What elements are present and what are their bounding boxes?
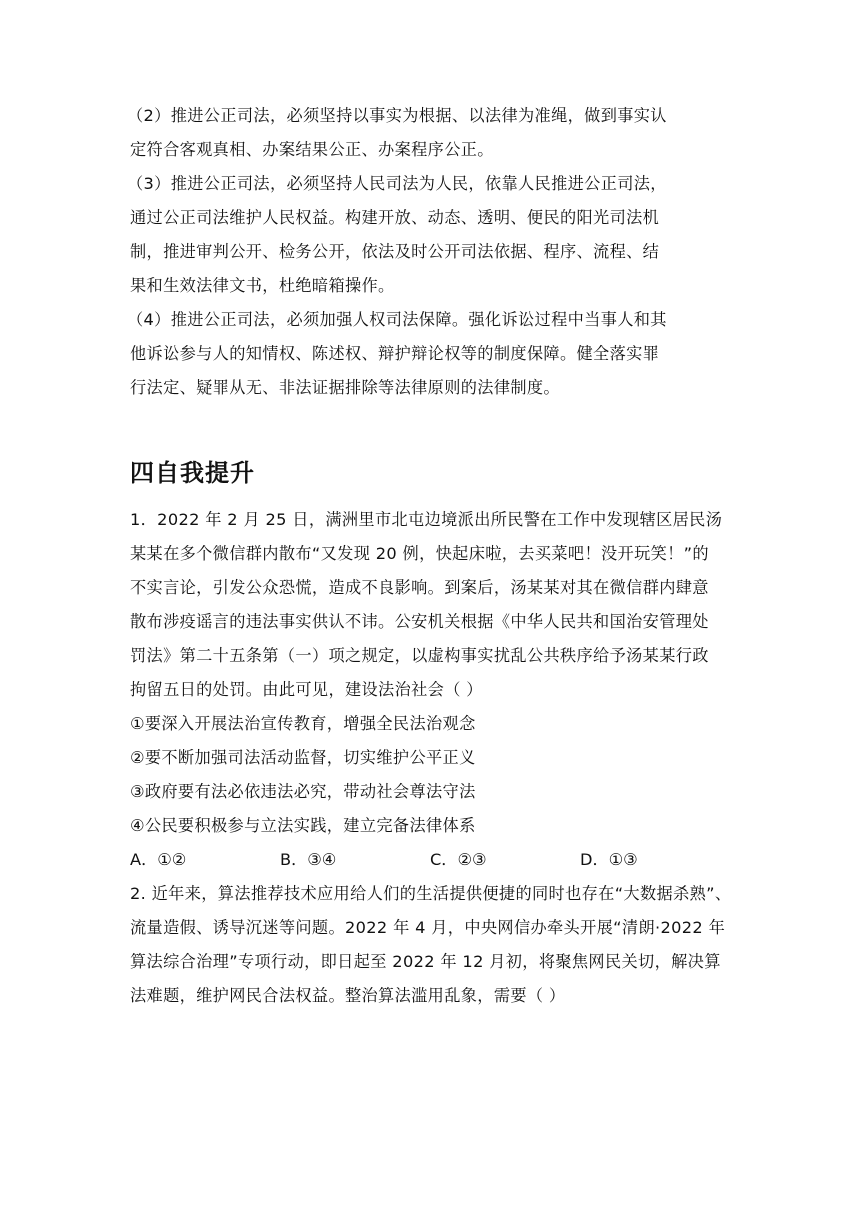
text-line: 定符合客观真相、办案结果公正、办案程序公正。	[130, 140, 494, 159]
question-line: 法难题，维护网民合法权益。整治算法滥用乱象，需要（ ）	[130, 986, 566, 1005]
paragraph-4	[127, 303, 735, 405]
question-line: 不实言论，引发公众恐慌，造成不良影响。到案后，汤某某对其在微信群内肆意	[130, 578, 709, 597]
paragraph-3	[127, 167, 735, 303]
option-b: B．③④	[280, 850, 337, 869]
text-line: 制，推进审判公开、检务公开，依法及时公开司法依据、程序、流程、结	[130, 242, 660, 261]
statement-item: ④公民要积极参与立法实践，建立完备法律体系	[130, 816, 476, 835]
question-line: 散布涉疫谣言的违法事实供认不讳。公安机关根据《中华人民共和国治安管理处	[130, 612, 709, 631]
document-content	[127, 99, 735, 1013]
section-heading: 四自我提升	[130, 459, 255, 487]
text-line: （3）推进公正司法，必须坚持人民司法为人民，依靠人民推进公正司法，	[127, 174, 667, 193]
option-c: C．②③	[430, 850, 487, 869]
question-1	[130, 503, 735, 877]
question-line: 2. 近年来，算法推荐技术应用给人们的生活提供便捷的同时也存在“大数据杀熟”、	[130, 884, 732, 903]
option-d: D．①③	[580, 850, 638, 869]
statement-item: ①要深入开展法治宣传教育，增强全民法治观念	[130, 714, 476, 733]
question-2	[130, 877, 735, 1013]
text-line: （2）推进公正司法，必须坚持以事实为根据、以法律为准绳，做到事实认	[127, 106, 667, 125]
statement-item: ③政府要有法必依违法必究，带动社会尊法守法	[130, 782, 476, 801]
text-line: 他诉讼参与人的知情权、陈述权、辩护辩论权等的制度保障。健全落实罪	[130, 344, 660, 363]
option-a: A．①②	[130, 850, 187, 869]
text-line: 行法定、疑罪从无、非法证据排除等法律原则的法律制度。	[130, 378, 560, 397]
text-line: 通过公正司法维护人民权益。构建开放、动态、透明、便民的阳光司法机	[130, 208, 660, 227]
question-line: 罚法》第二十五条第（一）项之规定，以虚构事实扰乱公共秩序给予汤某某行政	[130, 646, 709, 665]
answer-options	[130, 843, 735, 877]
text-line: 果和生效法律文书，杜绝暗箱操作。	[130, 276, 395, 295]
paragraph-2	[127, 99, 735, 167]
text-line: （4）推进公正司法，必须加强人权司法保障。强化诉讼过程中当事人和其	[127, 310, 667, 329]
question-line: 某某在多个微信群内散布“又发现 20 例，快起床啦，去买菜吧！没开玩笑！”的	[130, 544, 709, 563]
question-line: 1．2022 年 2 月 25 日，满洲里市北屯边境派出所民警在工作中发现辖区居民汤	[130, 510, 723, 529]
question-line: 流量造假、诱导沉迷等问题。2022 年 4 月，中央网信办牵头开展“清朗·2022 年	[130, 918, 726, 937]
question-line: 算法综合治理”专项行动，即日起至 2022 年 12 月初，将聚焦网民关切，解决算	[130, 952, 721, 971]
statement-item: ②要不断加强司法活动监督，切实维护公平正义	[130, 748, 476, 767]
question-line: 拘留五日的处罚。由此可见，建设法治社会（ ）	[130, 680, 483, 699]
